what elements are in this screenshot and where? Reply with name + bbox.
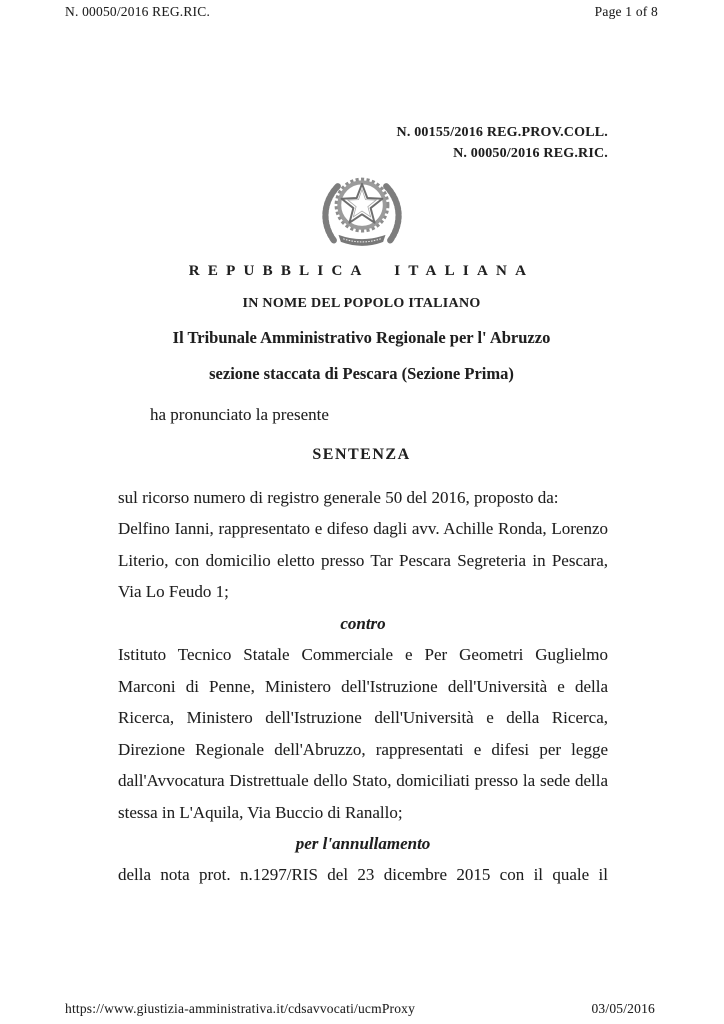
registry-numbers [397, 123, 608, 164]
judgment-body [118, 482, 608, 891]
heading-section: sezione staccata di Pescara (Sezione Prima) [209, 364, 514, 383]
registry-prov-coll: N. 00155/2016 REG.PROV.COLL. [396, 125, 608, 140]
registry-reg-ric: N. 00050/2016 REG.RIC. [453, 145, 608, 161]
annulment-label: per l'annullamento [295, 833, 431, 853]
heading-in-name-of-people: IN NOME DEL POPOLO ITALIANO [242, 296, 481, 311]
heading-court: Il Tribunale Amministrativo Regionale per l' Abruzzo [172, 328, 551, 347]
judgment-title: SENTENZA [312, 446, 411, 463]
republic-emblem-icon [315, 167, 409, 251]
paragraph-appellant: Delfino Ianni, rappresentato e difeso dagli avv. Achille Ronda, Lorenzo Literio, con domicilio eletto presso Tar Pescara Segreteria in Pescara, Via Lo Feudo 1; [118, 519, 608, 602]
header-page-indicator: Page 1 of 8 [594, 4, 658, 19]
footer-date: 03/05/2016 [591, 1001, 655, 1016]
paragraph-respondents: Istituto Tecnico Statale Commerciale e Per Geometri Guglielmo Marconi di Penne, Ministero dell'Istruzione dell'Università e della Ricerca, Ministero dell'Istruzione dell'Università e della Ricerca, Direzione Regionale dell'Abruzzo, rappresentati e difesi per legge dall'Avvocatura Distrettuale dello Stato, domiciliati presso la sede della stessa in L'Aquila, Via Buccio di Ranallo; [118, 645, 608, 822]
contro-label: contro [340, 613, 386, 633]
heading-republic: REPUBBLICA ITALIANA [188, 263, 535, 279]
page-header [65, 4, 658, 20]
footer-url: https://www.giustizia-amministrativa.it/cdsavvocati/ucmProxy [65, 1001, 416, 1016]
paragraph-annulment: della nota prot. n.1297/RIS del 23 dicembre 2015 con il quale il [118, 865, 608, 885]
emblem-container [0, 167, 724, 251]
header-doc-number: N. 00050/2016 REG.RIC. [65, 4, 211, 19]
page-footer [65, 1001, 655, 1017]
pronounced-text: ha pronunciato la presente [150, 405, 329, 424]
paragraph-recourse-intro: sul ricorso numero di registro generale 50 del 2016, proposto da: [118, 488, 559, 507]
